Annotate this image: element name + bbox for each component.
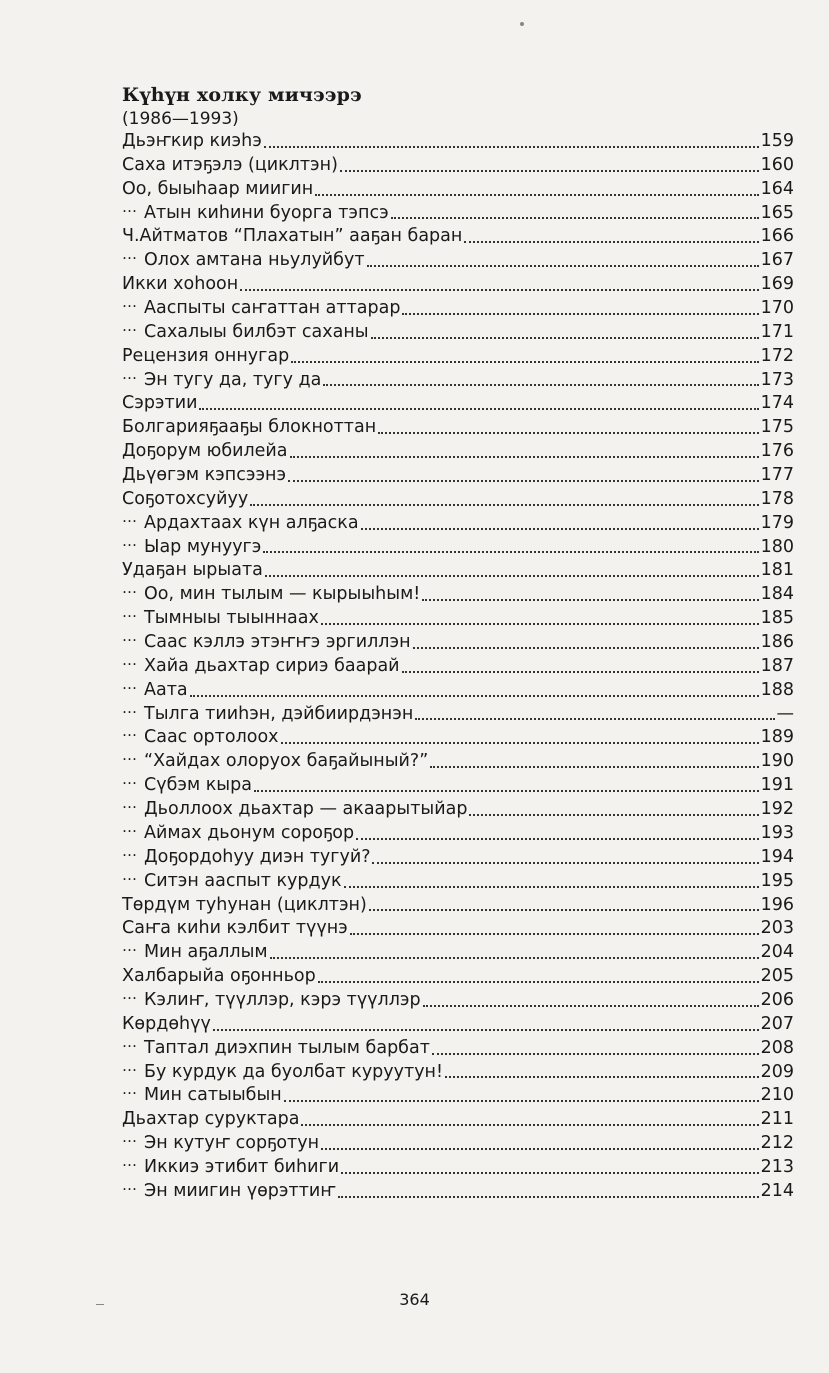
toc-entry (122, 846, 794, 870)
toc-entry (122, 965, 794, 989)
toc-entry (122, 440, 794, 464)
toc-entry (122, 512, 794, 536)
toc-dot-leader (378, 431, 758, 434)
toc-dot-leader (301, 1123, 758, 1126)
toc-entry-page: 185 (760, 608, 794, 629)
toc-entry-page: 206 (760, 989, 794, 1010)
toc-dot-leader (371, 336, 759, 339)
toc-entry-title: … Ардахтаах күн алҕаска (122, 512, 359, 536)
toc-entry-page: 173 (760, 369, 794, 390)
toc-entry-page: 210 (760, 1085, 794, 1106)
toc-entry-title: … Ситэн ааспыт курдук (122, 870, 342, 894)
toc-dot-leader (361, 527, 759, 530)
toc-entry-page: 191 (760, 775, 794, 796)
toc-entry-title: Рецензия оннугар (122, 345, 290, 366)
toc-entry-title: Төрдүм туһунан (циклтэн) (122, 894, 367, 915)
toc-entry-page: 171 (760, 321, 794, 342)
toc-entry-title: … “Хайдах олоруох баҕайыный?” (122, 750, 428, 774)
toc-dot-leader (250, 503, 758, 506)
toc-dot-leader (464, 240, 758, 243)
toc-entry-title: … Атын киһини буорга тэпсэ (122, 202, 389, 226)
toc-entry (122, 1013, 794, 1037)
toc-entry-page: 205 (760, 966, 794, 987)
toc-dot-leader (338, 1195, 759, 1198)
toc-entry-title: … Хайа дьахтар сириэ баарай (122, 655, 400, 679)
toc-entry-title: Ч.Айтматов “Плахатын” ааҕан баран (122, 226, 463, 247)
toc-dot-leader (288, 479, 758, 482)
toc-entry-title: … Таптал диэхпин тылым барбат (122, 1037, 430, 1061)
toc-entry-title: Болгарияҕааҕы блокноттан (122, 417, 377, 438)
toc-entry (122, 154, 794, 178)
toc-dot-leader (356, 837, 758, 840)
toc-entry-page: 170 (760, 298, 794, 319)
toc-dot-leader (240, 288, 758, 291)
toc-dot-leader (284, 1099, 759, 1102)
page-number: 364 (399, 1290, 430, 1309)
toc-dot-leader (321, 1147, 759, 1150)
toc-entry-page: 186 (760, 632, 794, 653)
toc-dot-leader (270, 956, 759, 959)
toc-entry-page: 184 (760, 584, 794, 605)
toc-entry (122, 536, 794, 560)
toc-dot-leader (445, 1075, 759, 1078)
toc-entry (122, 679, 794, 703)
toc-entry-title: Доҕорум юбилейа (122, 441, 288, 462)
toc-dot-leader (254, 789, 759, 792)
toc-dot-leader (415, 717, 774, 720)
toc-entry (122, 894, 794, 918)
toc-dot-leader (344, 885, 759, 888)
toc-entry-title: Дьүөгэм кэпсээнэ (122, 465, 287, 486)
toc-dot-leader (413, 646, 759, 649)
toc-entry-title: Сэрэтии (122, 393, 198, 414)
toc-entry-page: 178 (760, 488, 794, 509)
toc-entry (122, 726, 794, 750)
toc-dot-leader (341, 1171, 759, 1174)
toc-dot-leader (264, 145, 759, 148)
toc-entry-page: 192 (760, 799, 794, 820)
toc-dot-leader (290, 455, 759, 458)
toc-dot-leader (318, 980, 759, 983)
toc-entry (122, 655, 794, 679)
toc-entry (122, 178, 794, 202)
toc-dot-leader (265, 574, 759, 577)
toc-entry-title: … Мин аҕаллым (122, 941, 268, 965)
toc-entry-page: 159 (760, 131, 794, 151)
toc-entry-title: Көрдөһүү (122, 1013, 211, 1034)
toc-entry-page: 204 (760, 942, 794, 963)
toc-entry (122, 989, 794, 1013)
toc-entry-page: 160 (760, 154, 794, 175)
toc-entry-title: Дьахтар суруктара (122, 1109, 300, 1130)
toc-entry-page: 175 (760, 417, 794, 438)
toc-entry-title: … Бу курдук да буолбат куруутун! (122, 1061, 443, 1085)
toc-entry-title: … Сахалыы билбэт саханы (122, 321, 369, 345)
toc-entry-title: … Эн кутуҥ сорҕотун (122, 1132, 319, 1156)
toc-entry-page: 211 (760, 1109, 794, 1130)
toc-entry (122, 631, 794, 655)
toc-dot-leader (281, 741, 759, 744)
toc-entry (122, 917, 794, 941)
toc-entry-page: 172 (760, 345, 794, 366)
toc-dot-leader (350, 932, 759, 935)
toc-entry-title: … Дьоллоох дьахтар — акаарытыйар (122, 798, 467, 822)
toc-entry (122, 1156, 794, 1180)
toc-entry-title: Икки хоһоон (122, 274, 239, 295)
toc-entry-title: … Эн миигин үөрэттиҥ (122, 1180, 336, 1204)
toc-entry-page: 165 (760, 202, 794, 223)
toc-entry-page: 166 (760, 226, 794, 247)
toc-dot-leader (469, 813, 758, 816)
toc-entry-page: 179 (760, 512, 794, 533)
section-years: (1986—1993) (122, 109, 239, 129)
toc-entry-title: … Саас ортолоох (122, 726, 279, 750)
toc-entry (122, 464, 794, 488)
toc-entry (122, 392, 794, 416)
toc-entry (122, 249, 794, 273)
toc-entry (122, 870, 794, 894)
toc-dot-leader (432, 1052, 759, 1055)
toc-entry-page: 195 (760, 870, 794, 891)
toc-entry-page: 174 (760, 393, 794, 414)
toc-entry-page: 208 (760, 1037, 794, 1058)
toc-entry (122, 1180, 794, 1204)
toc-entry (122, 941, 794, 965)
toc-entry-title: Соҕотохсуйуу (122, 488, 249, 509)
toc-dot-leader (430, 765, 758, 768)
toc-entry-page: 213 (760, 1156, 794, 1177)
toc-entry-page: 169 (760, 274, 794, 295)
toc-entry-page: 212 (760, 1133, 794, 1154)
toc-entry-page: 196 (760, 894, 794, 915)
toc-dot-leader (367, 264, 759, 267)
print-mark (520, 22, 524, 26)
toc-entry (122, 202, 794, 226)
toc-entry-title: … Мин сатыыбын (122, 1084, 282, 1108)
toc-entry-title: … Сүбэм кыра (122, 774, 252, 798)
toc-dot-leader (340, 169, 759, 172)
toc-entry-title: … Доҕордоһуу диэн тугуй? (122, 846, 370, 870)
toc-dot-leader (391, 216, 759, 219)
toc-dot-leader (372, 861, 758, 864)
toc-entry-page: 193 (760, 822, 794, 843)
toc-entry-page: 207 (760, 1013, 794, 1034)
toc-dot-leader (291, 360, 758, 363)
toc-entry-title: Саҥа киһи кэлбит түүнэ (122, 918, 348, 939)
toc-entry (122, 1037, 794, 1061)
toc-entry (122, 703, 794, 727)
toc-entry (122, 130, 794, 154)
toc-entry (122, 822, 794, 846)
toc-entry-title: … Эн тугу да, тугу да (122, 369, 321, 393)
toc-entry-title: … Ааспыты саҥаттан аттарар (122, 297, 400, 321)
toc-entry-page: 209 (760, 1061, 794, 1082)
toc-entry-title: … Оо, мин тылым — кырыыһым! (122, 583, 420, 607)
toc-entry-page: 177 (760, 465, 794, 486)
toc-entry (122, 416, 794, 440)
toc-entry-page: 203 (760, 918, 794, 939)
toc-dot-leader (402, 312, 758, 315)
toc-entry-page: 187 (760, 655, 794, 676)
table-of-contents (122, 130, 794, 1204)
toc-entry-page: 167 (760, 250, 794, 271)
toc-dot-leader (213, 1028, 759, 1031)
section-title: Күһүн холку мичээрэ (122, 84, 362, 106)
toc-entry-page: 176 (760, 441, 794, 462)
toc-entry-title: Дьэҥкир киэһэ (122, 131, 262, 151)
toc-entry (122, 225, 794, 249)
toc-entry-title: … Аймах дьонум сороҕор (122, 822, 354, 846)
toc-entry-page: 194 (760, 846, 794, 867)
toc-entry (122, 798, 794, 822)
toc-dot-leader (263, 550, 758, 553)
toc-entry (122, 1108, 794, 1132)
toc-entry (122, 583, 794, 607)
toc-entry (122, 297, 794, 321)
toc-entry-title: … Тымныы тыыннаах (122, 607, 319, 631)
toc-entry-title: … Саас кэллэ этэҥҥэ эргиллэн (122, 631, 411, 655)
toc-entry (122, 345, 794, 369)
toc-dot-leader (402, 670, 759, 673)
toc-entry (122, 273, 794, 297)
toc-entry-page: 180 (760, 536, 794, 557)
toc-dot-leader (323, 383, 758, 386)
toc-dot-leader (190, 694, 759, 697)
toc-entry-page: 188 (760, 679, 794, 700)
toc-entry-title: Халбарыйа оҕонньор (122, 966, 316, 987)
toc-dot-leader (199, 407, 758, 410)
toc-entry (122, 774, 794, 798)
toc-entry-title: … Иккиэ этибит биһиги (122, 1156, 339, 1180)
toc-dot-leader (321, 622, 759, 625)
toc-entry-title: Удаҕан ырыата (122, 560, 263, 581)
toc-entry-page: 214 (760, 1180, 794, 1201)
toc-entry-title: … Ыар мунуугэ (122, 536, 261, 560)
toc-entry-title: Оо, быыһаар миигин (122, 178, 314, 199)
toc-dot-leader (315, 193, 758, 196)
toc-entry-page: 190 (760, 751, 794, 772)
toc-entry-title: … Тылга тииһэн, дэйбиирдэнэн (122, 703, 413, 727)
toc-dot-leader (422, 598, 758, 601)
toc-entry (122, 1061, 794, 1085)
toc-dot-leader (369, 908, 759, 911)
toc-entry (122, 559, 794, 583)
toc-entry-page: 189 (760, 727, 794, 748)
toc-entry-page: — (776, 703, 794, 724)
toc-entry-title: … Олох амтана ньулуйбут (122, 249, 365, 273)
toc-entry (122, 607, 794, 631)
toc-entry (122, 1132, 794, 1156)
toc-entry (122, 750, 794, 774)
toc-entry-title: … Аата (122, 679, 188, 703)
toc-entry-page: 164 (760, 178, 794, 199)
toc-dot-leader (423, 1004, 759, 1007)
toc-entry-title: … Кэлиҥ, түүллэр, кэрэ түүллэр (122, 989, 421, 1013)
toc-entry (122, 321, 794, 345)
toc-entry-title: Саха итэҕэлэ (циклтэн) (122, 154, 338, 175)
toc-entry-page: 181 (760, 560, 794, 581)
toc-entry (122, 369, 794, 393)
toc-entry (122, 488, 794, 512)
toc-entry (122, 1084, 794, 1108)
